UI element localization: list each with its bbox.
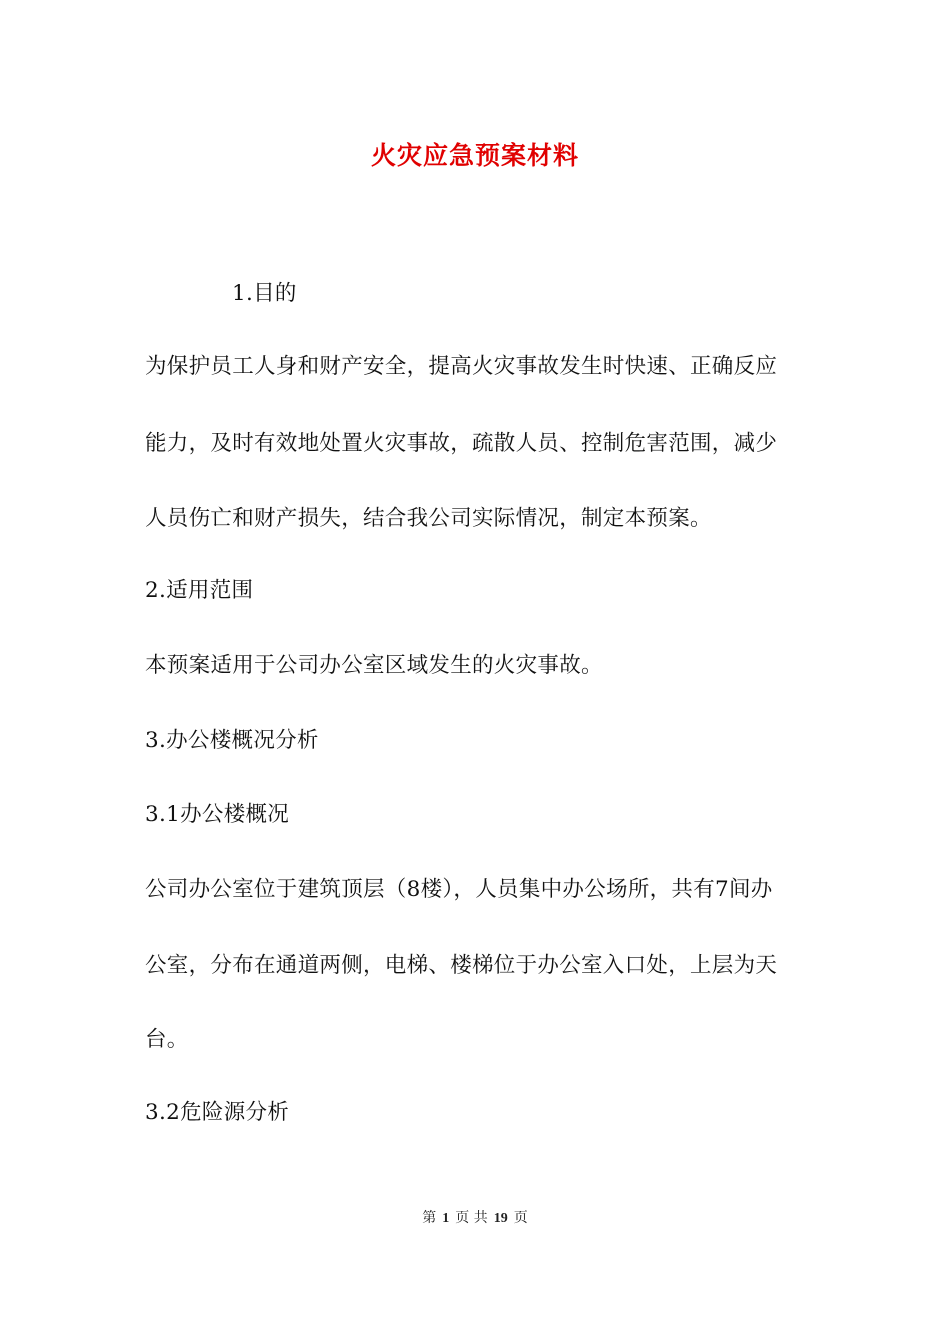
paragraph-line: 公室，分布在通道两侧，电梯、楼梯位于办公室入口处，上层为天 [145,953,778,978]
footer-page-number: 1 [442,1211,450,1226]
paragraph-line: 人员伤亡和财产损失，结合我公司实际情况，制定本预案。 [145,506,712,531]
footer-middle: 页 共 [455,1210,488,1226]
paragraph-line: 台。 [145,1027,189,1052]
heading-building-overview: 3.1办公楼概况 [145,802,290,827]
heading-scope: 2.适用范围 [145,578,254,603]
document-title: 火灾应急预案材料 [370,141,579,170]
paragraph-line: 为保护员工人身和财产安全，提高火灾事故发生时快速、正确反应 [145,354,778,379]
page-footer [0,1207,950,1230]
paragraph-line: 本预案适用于公司办公室区域发生的火灾事故。 [145,653,603,678]
footer-prefix: 第 [422,1210,437,1226]
heading-hazard-analysis: 3.2危险源分析 [145,1100,290,1125]
footer-total-pages: 19 [493,1211,508,1226]
footer-suffix: 页 [513,1210,528,1226]
paragraph-line: 能力，及时有效地处置火灾事故，疏散人员、控制危害范围，减少 [145,431,778,456]
heading-purpose: 1.目的 [232,281,297,306]
heading-building-analysis: 3.办公楼概况分析 [145,728,319,753]
paragraph-line: 公司办公室位于建筑顶层（8楼），人员集中办公场所，共有7间办 [145,877,773,902]
